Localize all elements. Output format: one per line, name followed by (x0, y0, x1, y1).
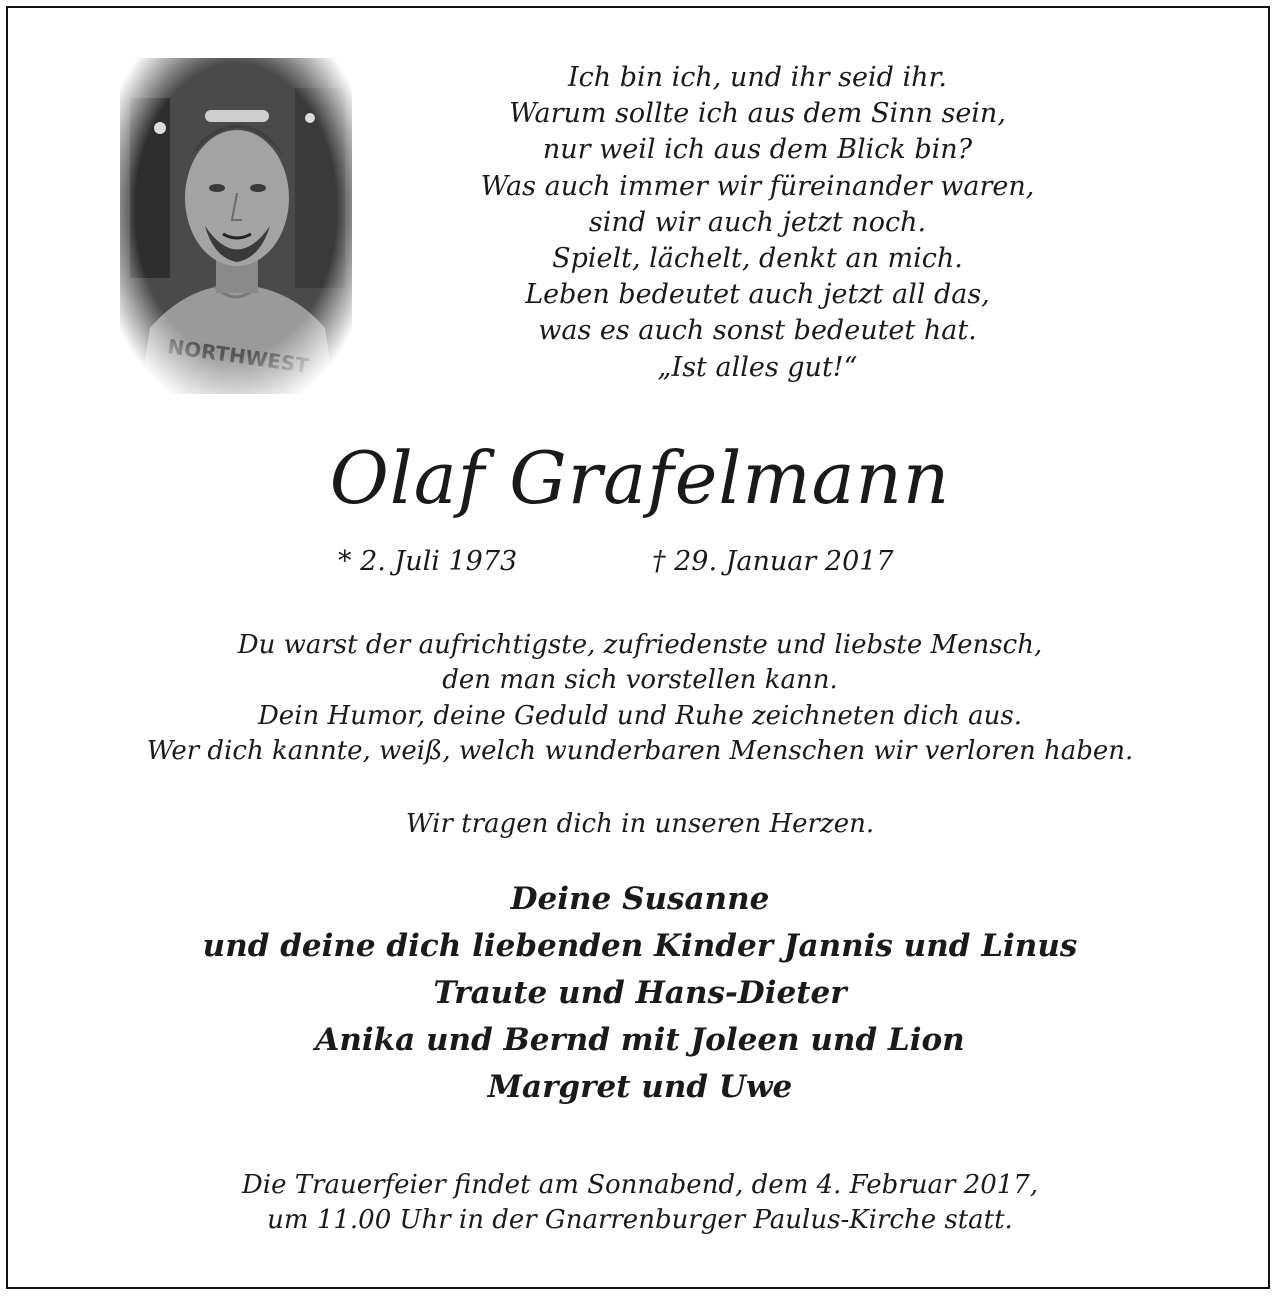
death-date: † 29. Januar 2017 (652, 546, 894, 577)
poem-line: Warum sollte ich aus dem Sinn sein, (509, 98, 1006, 130)
poem (400, 60, 1115, 386)
poem-line: Spielt, lächelt, denkt an mich. (552, 243, 963, 275)
tribute-text (0, 628, 1280, 769)
mourner: Anika und Bernd mit Joleen und Lion (315, 1022, 965, 1058)
funeral-line: um 11.00 Uhr in der Gnarrenburger Paulus-Kirche statt. (267, 1205, 1013, 1235)
poem-line: nur weil ich aus dem Blick bin? (542, 134, 973, 166)
funeral-line: Die Trauerfeier findet am Sonnabend, dem 4. Februar 2017, (241, 1170, 1039, 1200)
poem-line: „Ist alles gut!“ (657, 351, 858, 383)
portrait-photo (120, 58, 352, 394)
tribute-line: den man sich vorstellen kann. (442, 665, 838, 696)
funeral-notice (0, 1168, 1280, 1238)
poem-line: Was auch immer wir füreinander waren, (480, 170, 1035, 202)
portrait-illustration (120, 58, 352, 394)
poem-line: Leben bedeutet auch jetzt all das, (525, 279, 990, 311)
mourner: Margret und Uwe (487, 1069, 793, 1105)
poem-line: sind wir auch jetzt noch. (588, 206, 927, 238)
birth-date: * 2. Juli 1973 (338, 546, 518, 577)
mourner: und deine dich liebenden Kinder Jannis und Linus (202, 928, 1078, 964)
tribute-line: Dein Humor, deine Geduld und Ruhe zeichneten dich aus. (257, 700, 1023, 731)
tribute-line: Wer dich kannte, weiß, welch wunderbaren Menschen wir verloren haben. (146, 735, 1134, 766)
mourner: Deine Susanne (510, 881, 770, 917)
poem-line: Ich bin ich, und ihr seid ihr. (567, 62, 947, 93)
mourner: Traute und Hans-Dieter (433, 975, 847, 1011)
deceased-name: Olaf Grafelmann (329, 436, 951, 520)
poem-line: was es auch sonst bedeutet hat. (538, 315, 977, 347)
mourners-list (0, 876, 1280, 1111)
tribute-line: Du warst der aufrichtigste, zufriedenste und liebste Mensch, (237, 630, 1043, 660)
closing-line: Wir tragen dich in unseren Herzen. (405, 809, 875, 839)
